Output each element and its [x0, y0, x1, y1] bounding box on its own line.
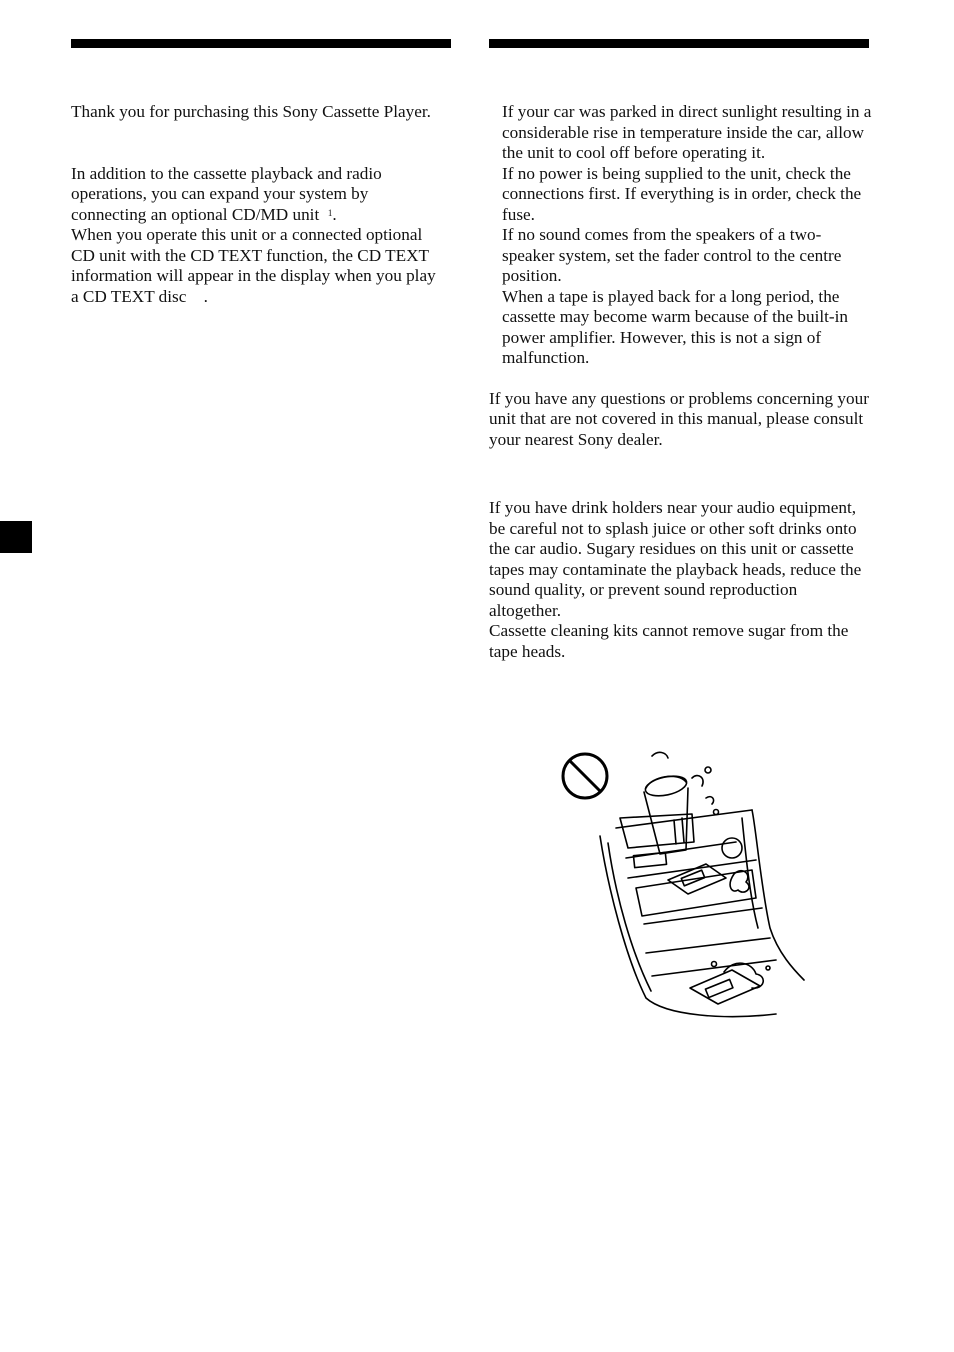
precaution-item: When a tape is played back for a long period, the cassette may become warm because of the built-in power amplifier. However, this is not a sign of malfunction.: [502, 286, 848, 367]
dashboard-console-icon: [600, 810, 804, 1017]
moisture-paragraph: If you have drink holders near your audio equipment, be careful not to splash juice or other soft drinks onto the car audio. Sugary residues on this unit or cassette tapes may contaminate the playback heads, reduce the sound quality, or prevent sound reproduction altogether.: [489, 498, 862, 620]
precaution-item: If no power is being supplied to the unit, check the connections first. If everything is in order, check the fuse.: [502, 163, 862, 224]
drink-cup-icon: [620, 752, 719, 854]
footnote-marker: 1: [327, 207, 333, 218]
right-header-rule: [489, 39, 869, 48]
drink-spill-illustration: [556, 748, 808, 1018]
left-column: [71, 102, 443, 307]
left-header-rule: [71, 39, 451, 48]
precaution-item: If your car was parked in direct sunlight resulting in a considerable rise in temperature inside the car, allow the unit to cool off before operating it.: [502, 102, 872, 162]
precaution-item: If no sound comes from the speakers of a two-speaker system, set the fader control to the centre position.: [502, 225, 842, 285]
thank-you-paragraph: Thank you for purchasing this Sony Cassette Player.: [71, 102, 431, 121]
right-column: [489, 102, 873, 662]
prohibition-icon: [563, 754, 607, 798]
questions-paragraph: If you have any questions or problems concerning your unit that are not covered in this manual, please consult your nearest Sony dealer.: [489, 388, 869, 449]
cassette-on-floor-icon: [690, 962, 770, 1005]
system-expansion-paragraph: In addition to the cassette playback and radio operations, you can expand your system by connecting an optional CD/MD unit $^1$.: [71, 163, 382, 224]
cassette-in-slot-icon: [668, 864, 749, 894]
precautions-list: [489, 102, 873, 369]
cd-text-paragraph: When you operate this unit or a connected optional CD unit with the CD TEXT function, the CD TEXT information will appear in the display when you play a CD TEXT disc .: [71, 225, 436, 306]
page-edge-tab: [0, 521, 32, 553]
cleaning-kit-paragraph: Cassette cleaning kits cannot remove sugar from the tape heads.: [489, 621, 849, 661]
